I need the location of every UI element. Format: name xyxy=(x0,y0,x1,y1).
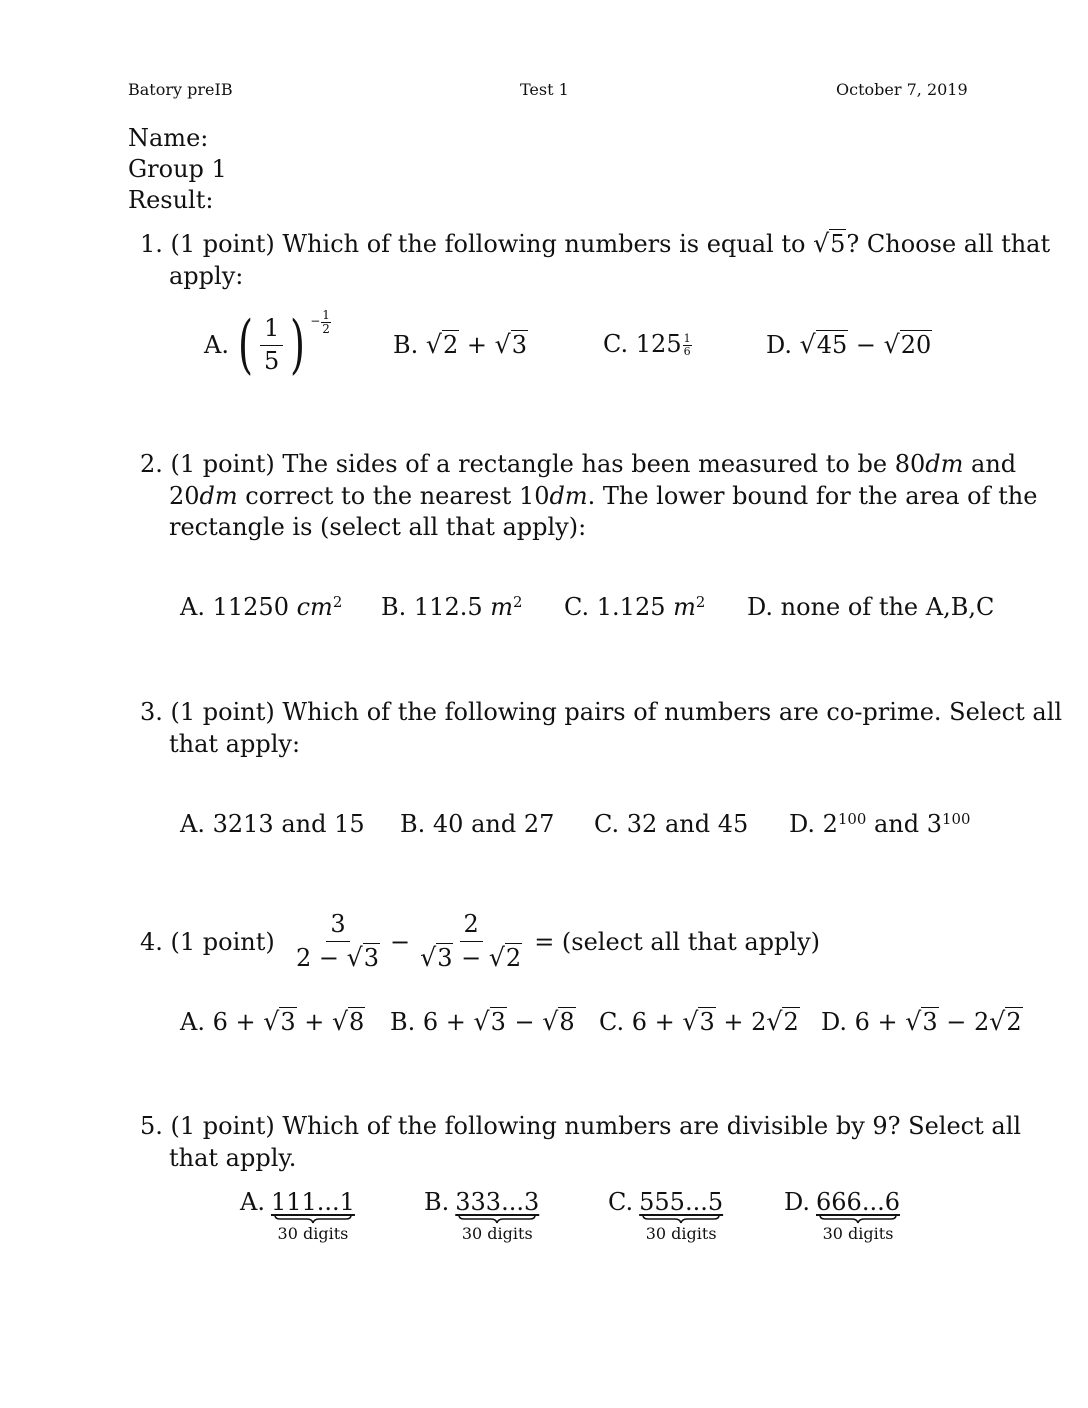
question-2-line-1: 2. (1 point) The sides of a rectangle has been measured to be 80dm and xyxy=(140,450,1017,478)
question-4-option-c: C. 6 + √3 + 2√2 xyxy=(599,1007,799,1036)
question-3-option-b: B. 40 and 27 xyxy=(400,810,555,838)
question-1-option-a: A. ( $\frac{1}{5}$ ) − $\frac{1}{2}$ xyxy=(204,308,330,382)
question-5-line-2: that apply. xyxy=(169,1144,297,1172)
sqrt-5: √5 xyxy=(813,229,846,258)
question-1-text-a: Which of the following numbers is equal to xyxy=(282,230,806,258)
question-5-option-c: C. 555...5 30 digits xyxy=(608,1188,724,1243)
question-5-option-b: B. 333...3 30 digits xyxy=(424,1188,540,1243)
question-1-text-c: ? Choose all that xyxy=(846,230,1051,258)
fraction-3-over-2-minus-sqrt3: $\frac{3}{2 - √3}$ xyxy=(296,910,380,972)
underbrace-333: 333...3 30 digits xyxy=(455,1188,540,1243)
underbrace-111: 111...1 30 digits xyxy=(270,1188,355,1243)
result-label: Result: xyxy=(128,186,214,214)
question-2-option-b: B. 112.5 $m^2$ xyxy=(381,592,523,621)
question-2-option-a: A. 11250 $cm^2$ xyxy=(180,592,343,621)
question-2-option-d: D. none of the A,B,C xyxy=(747,593,995,621)
question-1-number: 1. xyxy=(140,230,163,258)
name-label: Name: xyxy=(128,124,209,152)
question-3-option-c: C. 32 and 45 xyxy=(594,810,749,838)
question-4-option-b: B. 6 + √3 − √8 xyxy=(390,1007,575,1036)
question-3-option-d: D. $2^{100}$ and $3^{100}$ xyxy=(789,809,971,838)
group-label: Group 1 xyxy=(128,155,227,183)
question-4-option-a: A. 6 + √3 + √8 xyxy=(180,1007,365,1036)
question-2-option-c: C. 1.125 $m^2$ xyxy=(564,592,706,621)
question-5-option-a: A. 111...1 30 digits xyxy=(240,1188,355,1243)
question-4-option-d: D. 6 + √3 − 2√2 xyxy=(821,1007,1022,1036)
fraction-one-fifth: $\frac{1}{5}$ xyxy=(260,315,283,375)
question-1-line-2: apply: xyxy=(169,262,244,290)
underbrace-555: 555...5 30 digits xyxy=(639,1188,724,1243)
question-4-line-1: 4. (1 point) $\frac{3}{2 - √3}$ − $\frac{2}{√3 - √2}$ = (select all that apply) xyxy=(140,910,821,972)
option-letter: A. xyxy=(204,331,229,359)
question-3-line-2: that apply: xyxy=(169,730,301,758)
header-left: Batory preIB xyxy=(128,80,233,99)
exponent-minus-half: − $\frac{1}{2}$ xyxy=(310,308,330,336)
question-5-option-d: D. 666...6 30 digits xyxy=(784,1188,900,1243)
header-right: October 7, 2019 xyxy=(836,80,968,99)
header-center: Test 1 xyxy=(520,80,569,99)
question-1-points: (1 point) xyxy=(170,230,275,258)
question-2-line-3: rectangle is (select all that apply): xyxy=(169,513,587,541)
question-5-line-1: 5. (1 point) Which of the following numbers are divisible by 9? Select all xyxy=(140,1112,1022,1140)
question-1-option-b: B. √2 + √3 xyxy=(393,330,527,359)
question-3-option-a: A. 3213 and 15 xyxy=(180,810,365,838)
question-1-option-d: D. √45 − √20 xyxy=(766,330,932,359)
question-1-option-c: C. 125 $\frac{1}{6}$ xyxy=(603,330,691,358)
fraction-2-over-sqrt3-minus-sqrt2: $\frac{2}{√3 - √2}$ xyxy=(420,910,522,972)
question-2-line-2: 20dm correct to the nearest 10dm. The lower bound for the area of the xyxy=(169,482,1038,510)
question-1-line-1 xyxy=(140,229,1050,258)
underbrace-666: 666...6 30 digits xyxy=(816,1188,900,1243)
question-3-line-1: 3. (1 point) Which of the following pairs of numbers are co-prime. Select all xyxy=(140,698,1063,726)
